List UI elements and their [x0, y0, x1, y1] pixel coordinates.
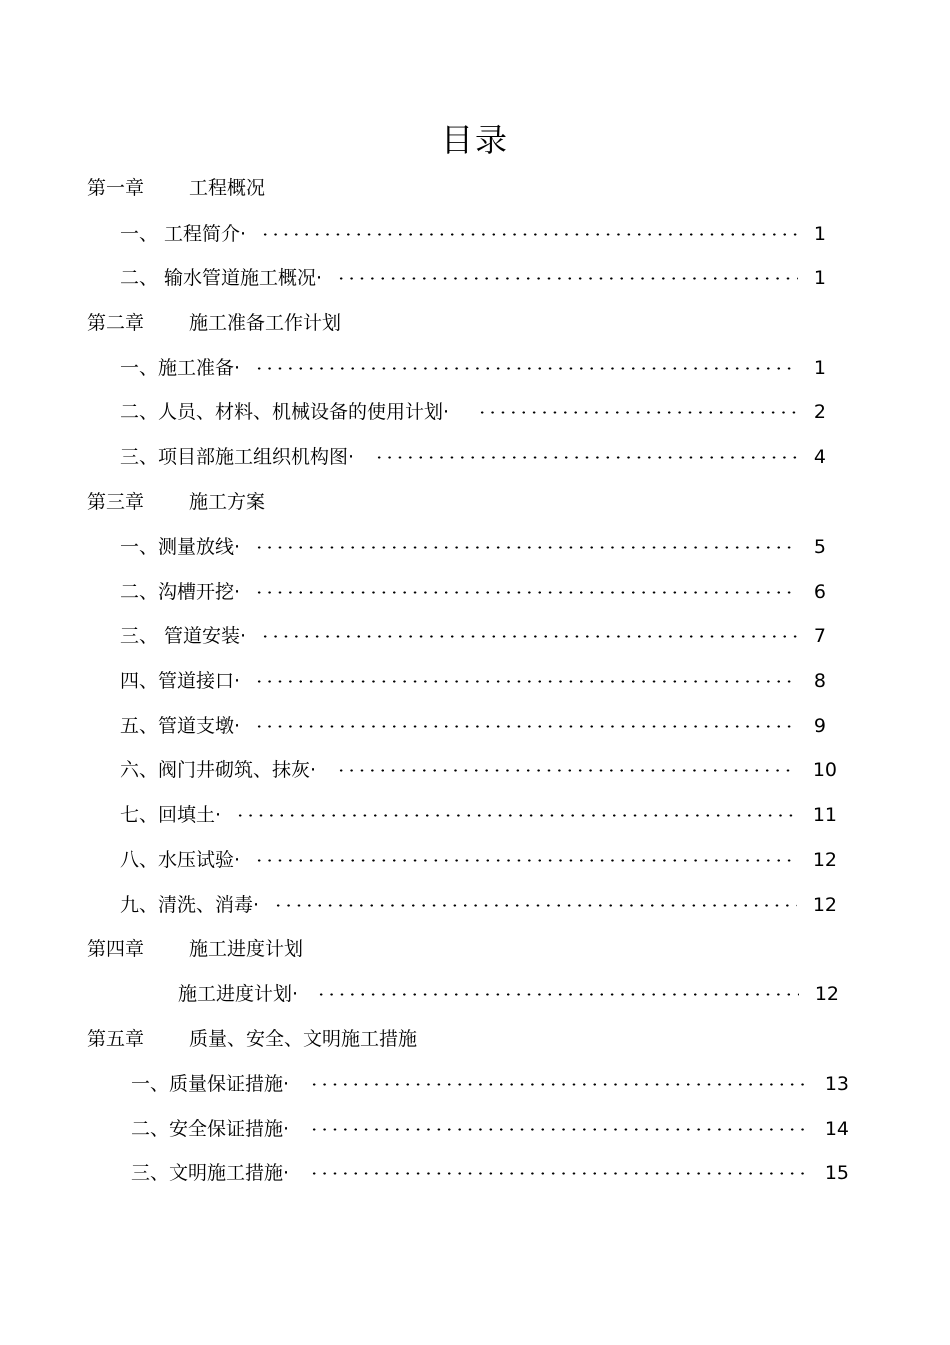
- toc-entry-page: 11: [812, 804, 837, 826]
- toc-entry-label: 二、人员、材料、机械设备的使用计划·: [120, 401, 450, 423]
- chapter-title: 施工进度计划: [189, 938, 304, 960]
- dot-leader: [254, 680, 798, 683]
- chapter-number: 第五章: [87, 1028, 145, 1050]
- toc-entry-page: 1: [813, 267, 826, 289]
- dot-leader: [260, 635, 798, 638]
- chapter-number: 第二章: [87, 312, 145, 334]
- toc-entry[interactable]: [131, 1114, 849, 1144]
- chapter-heading: [87, 173, 487, 203]
- toc-entry-label: 六、阀门井砌筑、抹灰·: [120, 759, 317, 781]
- toc-entry-label: 五、管道支墩·: [120, 715, 241, 737]
- toc-entry[interactable]: [131, 1158, 849, 1188]
- toc-entry-label: 二、沟槽开挖·: [120, 581, 241, 603]
- dot-leader: [374, 456, 798, 459]
- toc-entry-page: 15: [824, 1162, 849, 1184]
- toc-entry[interactable]: [120, 442, 826, 472]
- chapter-title: 施工准备工作计划: [189, 312, 342, 334]
- toc-entry-page: 12: [812, 894, 837, 916]
- toc-entry[interactable]: [120, 845, 837, 875]
- toc-entry-label: 一、 工程简介·: [120, 223, 247, 245]
- toc-entry-page: 1: [813, 223, 826, 245]
- chapter-number: 第三章: [87, 491, 145, 513]
- toc-entry-page: 8: [813, 670, 826, 692]
- dot-leader: [254, 591, 798, 594]
- dot-leader: [336, 769, 797, 772]
- toc-entry[interactable]: [120, 711, 826, 741]
- chapter-title: 质量、安全、文明施工措施: [189, 1028, 418, 1050]
- dot-leader: [316, 993, 799, 996]
- toc-entry-label: 一、质量保证措施·: [131, 1073, 290, 1095]
- toc-entry[interactable]: [120, 800, 837, 830]
- toc-entry[interactable]: [120, 890, 837, 920]
- toc-entry-page: 12: [812, 849, 837, 871]
- toc-entry-page: 6: [813, 581, 826, 603]
- toc-entry-label: 九、清洗、消毒·: [120, 894, 260, 916]
- toc-entry-page: 12: [814, 983, 839, 1005]
- toc-entry[interactable]: [120, 532, 826, 562]
- toc-entry-label: 一、施工准备·: [120, 357, 241, 379]
- toc-entry[interactable]: [120, 219, 826, 249]
- dot-leader: [254, 725, 798, 728]
- toc-entry[interactable]: [178, 979, 839, 1009]
- toc-entry[interactable]: [120, 621, 826, 651]
- toc-entry-page: 9: [813, 715, 826, 737]
- toc-entry-label: 三、项目部施工组织机构图·: [120, 446, 355, 468]
- dot-leader: [477, 411, 798, 414]
- toc-entry[interactable]: [120, 755, 837, 785]
- dot-leader: [254, 859, 797, 862]
- page-title: 目录: [440, 121, 509, 159]
- dot-leader: [254, 367, 798, 370]
- dot-leader: [336, 277, 798, 280]
- toc-entry-page: 5: [813, 536, 826, 558]
- toc-entry-label: 三、 管道安装·: [120, 625, 247, 647]
- toc-entry-label: 八、水压试验·: [120, 849, 241, 871]
- toc-entry-page: 13: [824, 1073, 849, 1095]
- toc-entry-label: 施工进度计划·: [178, 983, 299, 1005]
- toc-entry[interactable]: [131, 1069, 849, 1099]
- toc-entry-label: 三、文明施工措施·: [131, 1162, 290, 1184]
- toc-entry-page: 14: [824, 1118, 849, 1140]
- toc-entry-page: 2: [813, 401, 826, 423]
- dot-leader: [309, 1128, 809, 1131]
- dot-leader: [309, 1172, 809, 1175]
- toc-entry[interactable]: [120, 666, 826, 696]
- dot-leader: [254, 546, 798, 549]
- toc-entry-page: 10: [812, 759, 837, 781]
- dot-leader: [309, 1083, 809, 1086]
- toc-entry-label: 一、测量放线·: [120, 536, 241, 558]
- toc-entry-label: 四、管道接口·: [120, 670, 241, 692]
- chapter-number: 第四章: [87, 938, 145, 960]
- chapter-heading: [87, 1024, 507, 1054]
- dot-leader: [260, 233, 798, 236]
- dot-leader: [273, 904, 797, 907]
- toc-entry[interactable]: [120, 397, 826, 427]
- toc-entry[interactable]: [120, 263, 826, 293]
- toc-entry[interactable]: [120, 353, 826, 383]
- chapter-heading: [87, 487, 487, 517]
- toc-entry-page: 4: [813, 446, 826, 468]
- chapter-number: 第一章: [87, 177, 145, 199]
- chapter-heading: [87, 308, 487, 338]
- chapter-title: 施工方案: [189, 491, 266, 513]
- toc-entry-label: 七、回填土·: [120, 804, 222, 826]
- toc-entry-label: 二、 输水管道施工概况·: [120, 267, 323, 289]
- toc-entry-page: 7: [813, 625, 826, 647]
- chapter-heading: [87, 934, 487, 964]
- toc-entry-page: 1: [813, 357, 826, 379]
- toc-entry[interactable]: [120, 577, 826, 607]
- dot-leader: [235, 814, 797, 817]
- chapter-title: 工程概况: [189, 177, 266, 199]
- toc-entry-label: 二、安全保证措施·: [131, 1118, 290, 1140]
